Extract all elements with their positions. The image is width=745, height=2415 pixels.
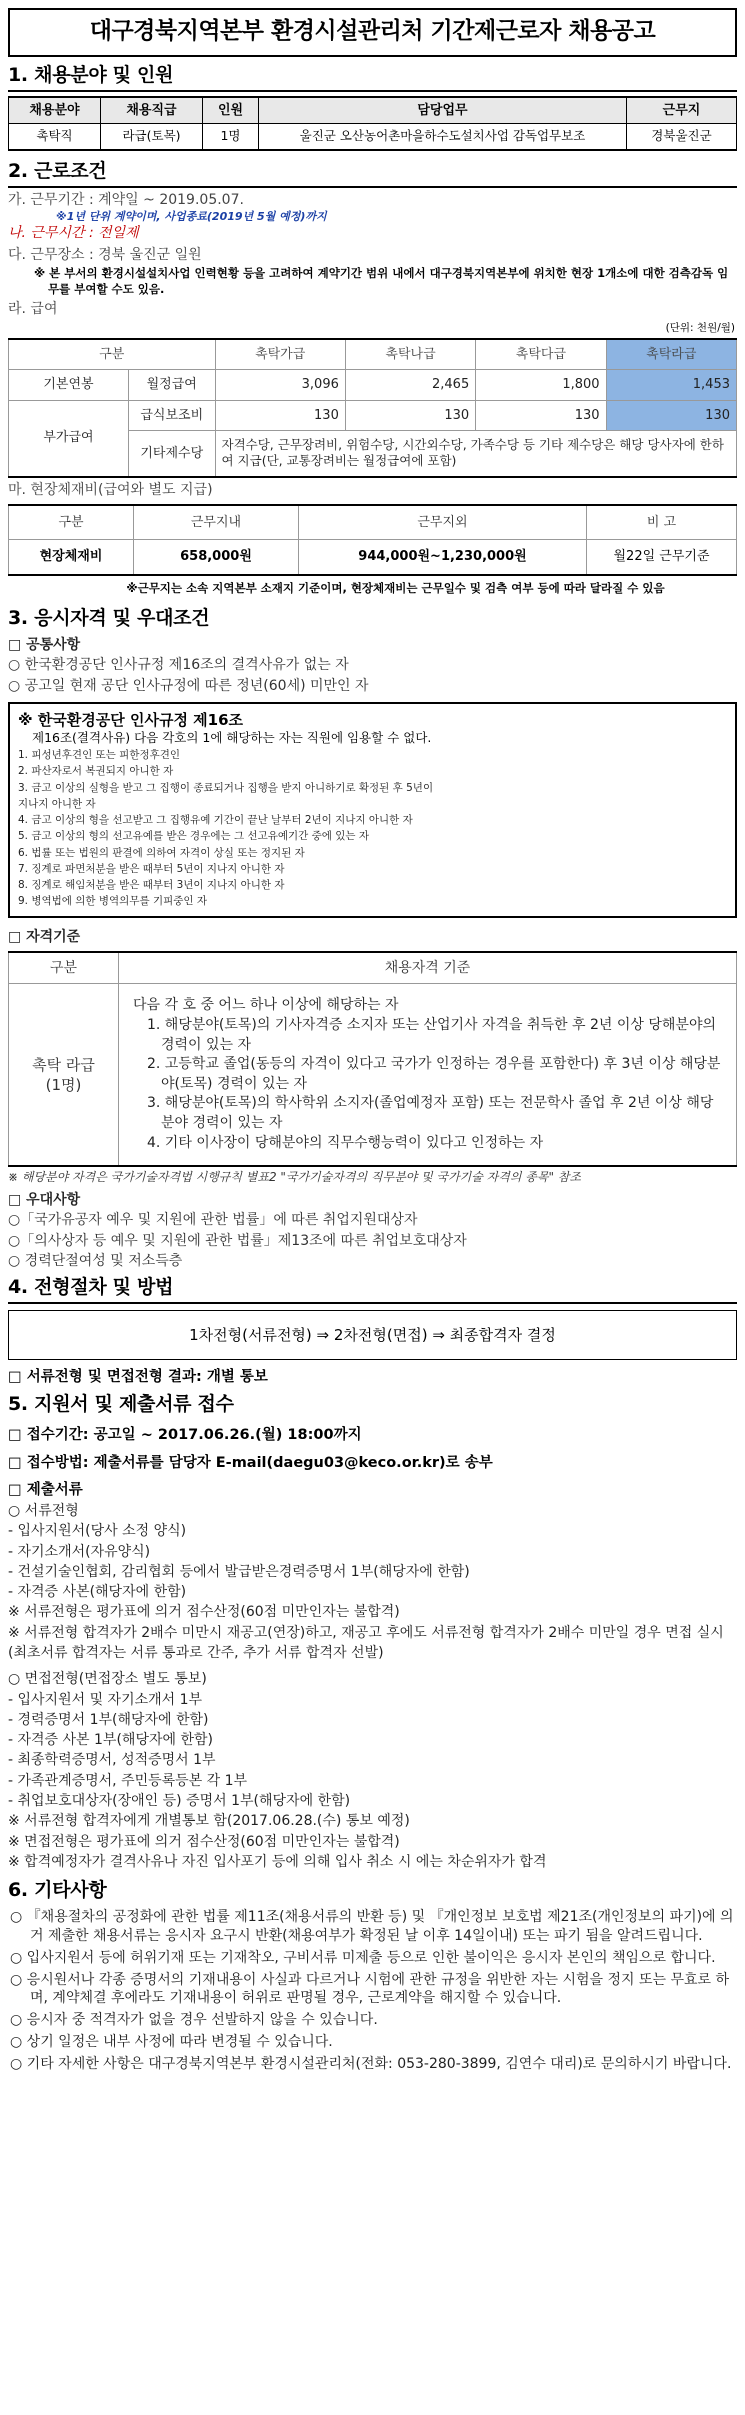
table-row (9, 400, 737, 431)
section-4-heading: 4. 전형절차 및 방법 (8, 1275, 737, 1304)
table-cell: 1,453 (606, 370, 736, 401)
table-row (9, 370, 737, 401)
preference-title: □ 우대사항 (8, 1192, 81, 1209)
table-row (9, 540, 737, 575)
table-header: 근무지외 (299, 505, 587, 540)
list-item: ○ 한국환경공단 인사규정 제16조의 결격사유가 없는 자 (8, 657, 349, 674)
table-cell: 자격수당, 근무장려비, 위험수당, 시간외수당, 가족수당 등 기타 제수당은 해당 당사자에 한하여 지급(단, 교통장려비는 월정급여에 포함) (215, 431, 737, 477)
other-item: ○ 입사지원서 등에 허위기재 또는 기재착오, 구비서류 미제출 등으로 인한 불이익은 응시자 본인의 책임으로 합니다. (10, 1949, 716, 1966)
table-cell: 기타제수당 (129, 431, 216, 477)
rule-subtitle: 제16조(결격사유) 다음 각호의 1에 해당하는 자는 직원에 임용할 수 없다. (32, 730, 432, 746)
common-requirements-title: □ 공통사항 (8, 637, 81, 654)
section-6-heading: 6. 기타사항 (8, 1879, 107, 1902)
rule-item: 3. 금고 이상의 실형을 받고 그 집행이 종료되거나 집행을 받지 아니하기로 확정된 후 5년이 (18, 781, 434, 794)
work-hours: 나. 근무시간 : 전일제 (8, 225, 139, 242)
pay-heading: 라. 급여 (8, 301, 58, 318)
field-allowance-table (8, 504, 737, 576)
rule-item: 7. 징계로 파면처분을 받은 때부터 5년이 지나지 아니한 자 (18, 862, 285, 875)
table-header-row (9, 339, 737, 370)
application-method: □ 접수방법: 제출서류를 담당자 E-mail(daegu03@keco.or.kr)로 송부 (8, 1454, 493, 1471)
rule-item: 8. 징계로 해임처분을 받은 때부터 3년이 지나지 아니한 자 (18, 879, 285, 892)
table-header: 구분 (9, 339, 216, 370)
list-item: ○「의사상자 등 예우 및 지원에 관한 법률」제13조에 따른 취업보호대상자 (8, 1232, 467, 1249)
table-header: 구분 (9, 505, 134, 540)
table-header: 구분 (9, 952, 119, 984)
pay-unit: (단위: 천원/월) (665, 322, 735, 335)
rule-title: ※ 한국환경공단 인사규정 제16조 (18, 710, 244, 729)
other-item: ○ 상기 일정은 내부 사정에 따라 변경될 수 있습니다. (10, 2034, 333, 2051)
work-place-note: ※ 본 부서의 환경시설설치사업 인력현황 등을 고려하여 계약기간 범위 내에서 대구경북지역본부에 위치한 현장 1개소에 대한 검측감독 임무를 부여할 수도 있음. (34, 266, 729, 297)
application-period: □ 접수기간: 공고일 ~ 2017.06.26.(월) 18:00까지 (8, 1427, 362, 1444)
qualification-table (8, 951, 737, 1168)
selection-flow: 1차전형(서류전형) ⇒ 2차전형(면접) ⇒ 최종합격자 결정 (8, 1310, 737, 1360)
documents-title: □ 제출서류 (8, 1482, 83, 1499)
document-line: - 입사지원서 및 자기소개서 1부 (8, 1691, 203, 1708)
table-header-row (9, 505, 737, 540)
table-header: 근무지내 (134, 505, 299, 540)
table-cell: 2,465 (345, 370, 475, 401)
table-cell: 현장체재비 (9, 540, 134, 575)
table-header: 촉탁라급 (606, 339, 736, 370)
table-header: 촉탁다급 (476, 339, 606, 370)
qualification-item: 1. 해당분야(토목)의 기사자격증 소지자 또는 산업기사 자격을 취득한 후 2년 이상 당해분야의 경력이 있는 자 (147, 1017, 717, 1053)
list-item: ○「국가유공자 예우 및 지원에 관한 법률」에 따른 취업지원대상자 (8, 1212, 418, 1229)
table-header: 촉탁가급 (215, 339, 345, 370)
document-line: ※ 서류전형은 평가표에 의거 점수산정(60점 미만인자는 불합격) (8, 1604, 400, 1621)
table-cell: 월22일 근무기준 (587, 540, 737, 575)
qualification-item: 4. 기타 이사장이 당해분야의 직무수행능력이 있다고 인정하는 자 (147, 1134, 544, 1151)
document-line: - 자기소개서(자유양식) (8, 1543, 151, 1560)
qualification-criteria (119, 984, 737, 1166)
document-line: - 가족관계증명서, 주민등록등본 각 1부 (8, 1772, 248, 1789)
table-cell: 1,800 (476, 370, 606, 401)
list-item: ○ 경력단절여성 및 저소득층 (8, 1252, 183, 1269)
other-item: ○ 『채용절차의 공정화에 관한 법률 제11조(채용서류의 반환 등) 및 『개인정보 보호법 제21조(개인정보의 파기)에 의거 제출한 채용서류는 응시자 요구시 반환(채용여부가 확정된 날 이후 14일이내) 또는 파기 됨을 알려드립니다. (10, 1908, 734, 1944)
table-cell: 촉탁직 (9, 124, 101, 150)
other-item: ○ 응시자 중 적격자가 없을 경우 선발하지 않을 수 있습니다. (10, 2012, 378, 2029)
table-cell: 944,000원~1,230,000원 (299, 540, 587, 575)
qualification-grade: 촉탁 라급 (1명) (9, 984, 119, 1166)
qualification-intro: 다음 각 호 중 어느 하나 이상에 해당하는 자 (133, 997, 399, 1014)
recruit-field-table (8, 96, 737, 151)
document-line: - 건설기술인협회, 감리협회 등에서 발급받은경력증명서 1부(해당자에 한함) (8, 1563, 470, 1580)
work-period: 가. 근무기간 : 계약일 ~ 2019.05.07. (8, 191, 244, 208)
section-1-heading: 1. 채용분야 및 인원 (8, 63, 737, 92)
table-header: 인원 (203, 97, 259, 124)
document-line: ○ 면접전형(면접장소 별도 통보) (8, 1671, 207, 1688)
work-period-note: ※1년 단위 계약이며, 사업종료(2019년 5월 예정)까지 (56, 209, 327, 223)
section-5-heading: 5. 지원서 및 제출서류 접수 (8, 1392, 234, 1415)
document-line: ※ 서류전형 합격자가 2배수 미만시 재공고(연장)하고, 재공고 후에도 서류전형 합격자가 2배수 미만일 경우 면접 실시(최초서류 합격자는 서류 통과로 간주, 추가 서류 합격자 선발) (8, 1624, 724, 1661)
section-2-heading: 2. 근로조건 (8, 159, 737, 188)
qualification-title: □ 자격기준 (8, 928, 81, 945)
table-cell: 월정급여 (129, 370, 216, 401)
rule-item: 9. 병역법에 의한 병역의무를 기피중인 자 (18, 895, 207, 908)
document-line: - 경력증명서 1부(해당자에 한함) (8, 1711, 209, 1728)
table-cell: 울진군 오산농어촌마을하수도설치사업 감독업무보조 (259, 124, 627, 150)
table-header: 담당업무 (259, 97, 627, 124)
document-line: ○ 서류전형 (8, 1502, 79, 1519)
rule-item: 6. 법률 또는 법원의 판결에 의하여 자격이 상실 또는 정지된 자 (18, 846, 305, 859)
document-line: - 최종학력증명서, 성적증명서 1부 (8, 1752, 216, 1769)
table-cell: 130 (606, 400, 736, 431)
table-cell: 130 (345, 400, 475, 431)
qualification-item: 2. 고등학교 졸업(동등의 자격이 있다고 국가가 인정하는 경우를 포함한다) 후 3년 이상 해당분야(토목) 경력이 있는 자 (147, 1056, 721, 1092)
disqualification-rule-box (8, 702, 737, 918)
other-item: ○ 응시원서나 각종 증명서의 기재내용이 사실과 다르거나 시험에 관한 규정을 위반한 자는 시험을 정지 또는 무효로 하며, 계약체결 후에라도 기재내용이 허위로 판명될 경우, 근로계약을 해지할 수 있습니다. (10, 1971, 730, 2007)
other-item: ○ 기타 자세한 사항은 대구경북지역본부 환경시설관리처(전화: 053-280-3899, 김연수 대리)로 문의하시기 바랍니다. (10, 2056, 732, 2073)
table-row (9, 124, 737, 150)
field-allowance-note: ※근무지는 소속 지역본부 소재지 기준이며, 현장체재비는 근무일수 및 검측 여부 등에 따라 달라질 수 있음 (126, 580, 665, 595)
table-header-row (9, 97, 737, 124)
document-line: - 취업보호대상자(장애인 등) 증명서 1부(해당자에 한함) (8, 1793, 351, 1810)
table-cell: 130 (476, 400, 606, 431)
table-cell: 130 (215, 400, 345, 431)
table-cell: 658,000원 (134, 540, 299, 575)
document-line: - 입사지원서(당사 소정 양식) (8, 1523, 187, 1540)
table-cell: 기본연봉 (9, 370, 129, 401)
table-header: 채용분야 (9, 97, 101, 124)
table-header: 근무지 (627, 97, 737, 124)
document-line: ※ 면접전형은 평가표에 의거 점수산정(60점 미만인자는 불합격) (8, 1833, 400, 1850)
section-3-heading: 3. 응시자격 및 우대조건 (8, 606, 210, 629)
result-notice: □ 서류전형 및 면접전형 결과: 개별 통보 (8, 1369, 268, 1386)
table-cell: 경북울진군 (627, 124, 737, 150)
field-allowance-heading: 마. 현장체재비(급여와 별도 지급) (8, 481, 213, 498)
table-header: 채용직급 (101, 97, 203, 124)
table-header: 채용자격 기준 (119, 952, 737, 984)
work-place: 다. 근무장소 : 경북 울진군 일원 (8, 247, 202, 264)
table-cell: 1명 (203, 124, 259, 150)
qualification-note: ※ 해당분야 자격은 국가기술자격법 시행규칙 별표2 "국가기술자격의 직무분야 및 국가기술 자격의 종목" 참조 (8, 1170, 581, 1185)
table-header: 비 고 (587, 505, 737, 540)
rule-item: 1. 피성년후견인 또는 피한정후견인 (18, 748, 181, 761)
table-cell: 급식보조비 (129, 400, 216, 431)
document-line: ※ 합격예정자가 결격사유나 자진 입사포기 등에 의해 입사 취소 시 에는 차순위자가 합격 (8, 1853, 547, 1870)
document-line: - 자격증 사본 1부(해당자에 한함) (8, 1732, 213, 1749)
rule-item: 지나지 아니한 자 (18, 797, 96, 810)
rule-item: 5. 금고 이상의 형의 선고유예를 받은 경우에는 그 선고유예기간 중에 있는 자 (18, 830, 370, 843)
table-cell: 3,096 (215, 370, 345, 401)
rule-item: 2. 파산자로서 복권되지 아니한 자 (18, 765, 174, 778)
table-cell: 라급(토목) (101, 124, 203, 150)
document-line: - 자격증 사본(해당자에 한함) (8, 1584, 187, 1601)
pay-table (8, 338, 737, 478)
table-header: 촉탁나급 (345, 339, 475, 370)
notice-title: 대구경북지역본부 환경시설관리처 기간제근로자 채용공고 (8, 8, 737, 57)
rule-item: 4. 금고 이상의 형을 선고받고 그 집행유예 기간이 끝난 날부터 2년이 지나지 아니한 자 (18, 814, 413, 827)
document-line: ※ 서류전형 합격자에게 개별통보 함(2017.06.28.(수) 통보 예정) (8, 1813, 410, 1830)
table-header-row (9, 952, 737, 984)
qualification-item: 3. 해당분야(토목)의 학사학위 소지자(졸업예정자 포함) 또는 전문학사 졸업 후 2년 이상 해당분야 경력이 있는 자 (147, 1095, 714, 1131)
list-item: ○ 공고일 현재 공단 인사규정에 따른 정년(60세) 미만인 자 (8, 677, 369, 694)
table-row (9, 984, 737, 1166)
table-cell: 부가급여 (9, 400, 129, 477)
